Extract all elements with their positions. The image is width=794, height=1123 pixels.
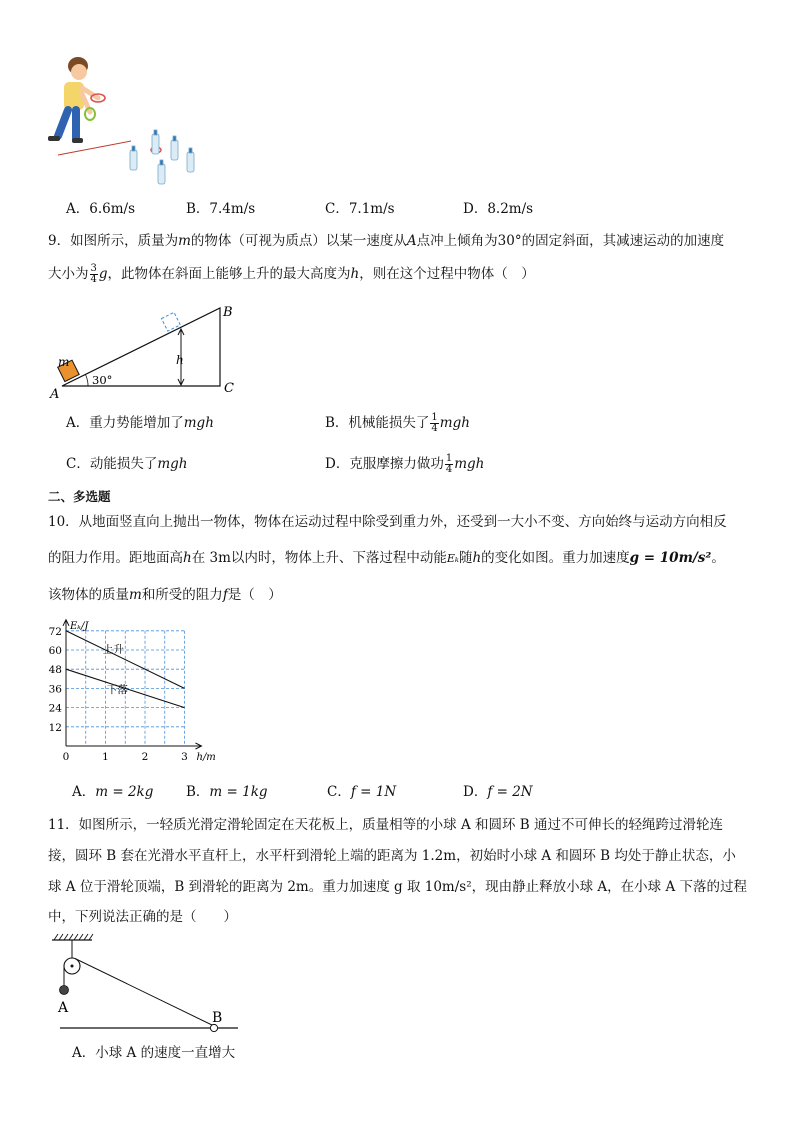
label-C: C (224, 381, 234, 396)
q9-option-d[interactable] (325, 454, 484, 475)
bottle-icon (171, 136, 178, 160)
numerator: 1 (445, 453, 453, 464)
text: D． (463, 784, 488, 800)
x-tick-label: 0 (62, 751, 70, 763)
text: 是（ ） (227, 587, 282, 603)
q10-stem-line-1: 10．从地面竖直向上抛出一物体，物体在运动过程中除受到重力外，还受到一大小不变、方向始终与运动方向相反 (48, 514, 727, 530)
text: 的物体（可视为质点）以某一速度从 (190, 233, 407, 249)
y-tick-label: 72 (48, 625, 62, 638)
q9-stem-line-1 (48, 231, 724, 251)
x-tick-label: 2 (141, 751, 149, 763)
math-value: m = 1kg (209, 784, 268, 800)
text: D．克服摩擦力做功 (325, 456, 444, 472)
math-value: m = 2kg (95, 784, 154, 800)
text: 点冲上倾角为 (416, 233, 498, 249)
text: 随 (458, 550, 473, 566)
y-tick-label: 60 (48, 645, 62, 657)
math-A: A (406, 233, 417, 249)
math-value: f = 2N (487, 784, 533, 800)
text: 9．如图所示，质量为 (48, 233, 179, 249)
angle-30: 30° (497, 233, 522, 249)
ground-line (58, 141, 131, 155)
math-g-value: g = 10m/s² (629, 550, 712, 566)
series-label: 上升 (102, 643, 124, 656)
angle-arc (86, 375, 89, 387)
math-mgh: mgh (183, 415, 214, 431)
ring-toss-figure (46, 52, 206, 192)
incline-triangle (62, 308, 220, 386)
q10-option-a[interactable] (72, 782, 153, 802)
ek-h-chart (40, 612, 230, 772)
numerator: 3 (90, 263, 97, 274)
bottle-icon (187, 148, 194, 172)
math-m: m (178, 233, 191, 249)
fraction-1-4 (445, 454, 453, 475)
y-tick-label: 36 (48, 683, 62, 696)
fraction-1-4 (430, 413, 438, 434)
q9-option-c[interactable] (66, 454, 187, 474)
incline-figure (46, 298, 246, 400)
fraction-3-4 (90, 264, 98, 285)
text: ，则在这个过程中物体（ ） (359, 266, 535, 282)
math-m: m (129, 587, 142, 603)
label-A: A (58, 1000, 69, 1016)
text: ，此物体在斜面上能够上升的最大高度为 (107, 266, 351, 282)
label-h: h (176, 353, 184, 367)
y-tick-label: 24 (48, 702, 62, 715)
rope-to-B (75, 959, 214, 1027)
math-Ek: Eₖ (446, 552, 459, 565)
q11-stem-line-1: 11．如图所示，一轻质光滑定滑轮固定在天花板上，质量相等的小球 A 和圆环 B 通过不可伸长的轻绳跨过滑轮连 (48, 817, 724, 833)
q11-stem-line-4: 中，下列说法正确的是（ ） (48, 909, 237, 925)
q10-stem-line-3 (48, 585, 282, 605)
x-axis-label: h/m (196, 752, 216, 763)
text: 在 3m以内时，物体上升、下落过程中动能 (191, 550, 447, 566)
text: C． (327, 784, 351, 800)
math-mgh: mgh (454, 456, 485, 472)
text: 的阻力作用。距地面高 (48, 550, 183, 566)
label-B: B (223, 305, 233, 320)
series-label: 下落 (106, 684, 128, 697)
pulley-figure (46, 932, 246, 1038)
text: A． (72, 784, 96, 800)
ceiling-hatch (54, 934, 93, 940)
q8-option-a[interactable]: A．6.6m/s (66, 201, 135, 217)
q10-option-b[interactable] (186, 782, 268, 802)
q8-option-b[interactable]: B．7.4m/s (186, 201, 256, 217)
label-m: m (58, 355, 70, 369)
math-h: h (183, 550, 192, 566)
block-top-dashed (161, 312, 180, 331)
y-tick-label: 48 (48, 664, 62, 677)
math-value: f = 1N (350, 784, 397, 800)
q9-option-a[interactable] (66, 413, 214, 433)
q9-stem-line-2 (48, 264, 535, 285)
text: 。 (711, 550, 725, 566)
series-line-rising (66, 631, 185, 689)
label-angle: 30° (92, 373, 113, 387)
text: A．重力势能增加了 (66, 415, 184, 431)
x-tick-label: 1 (102, 751, 109, 763)
denominator: 4 (431, 423, 438, 434)
q11-option-a[interactable]: A．小球 A 的速度一直增大 (72, 1045, 236, 1061)
q10-option-c[interactable] (327, 782, 396, 802)
math-mgh: mgh (439, 415, 470, 431)
text: 的变化如图。重力加速度 (481, 550, 630, 566)
text: C．动能损失了 (66, 456, 158, 472)
bottle-icon (158, 160, 165, 184)
q8-option-d[interactable]: D．8.2m/s (463, 201, 534, 217)
q11-stem-line-3: 球 A 位于滑轮顶端，B 到滑轮的距离为 2m。重力加速度 g 取 10m/s²，现由静止释放小球 A，在小球 A 下落的过程 (48, 879, 747, 895)
text: 的固定斜面，其减速运动的加速度 (521, 233, 725, 249)
numerator: 1 (431, 412, 438, 423)
text: B． (186, 784, 210, 800)
x-tick-label: 3 (181, 751, 188, 763)
label-A: A (50, 387, 60, 400)
label-B: B (212, 1010, 223, 1026)
ball-A (60, 986, 69, 995)
q11-stem-line-2: 接，圆环 B 套在光滑水平直杆上，水平杆到滑轮上端的距离为 1.2m，初始时小球 A 和圆环 B 均处于静止状态，小 (48, 848, 736, 864)
section-title: 二、多选题 (48, 489, 111, 504)
y-axis-label: Eₖ/J (70, 620, 89, 632)
q10-option-d[interactable] (463, 782, 533, 802)
math-h: h (350, 266, 360, 282)
math-f: f (222, 587, 228, 603)
denominator: 4 (445, 464, 453, 475)
q9-option-b[interactable] (325, 413, 470, 434)
text: 大小为 (48, 266, 89, 282)
text: 和所受的阻力 (141, 587, 223, 603)
math-mgh: mgh (157, 456, 188, 472)
math-g: g (98, 266, 108, 282)
boy-icon (48, 57, 98, 143)
q8-option-c[interactable]: C．7.1m/s (325, 201, 395, 217)
y-tick-label: 12 (48, 721, 62, 734)
q10-stem-line-2 (48, 548, 725, 569)
bottle-icon (152, 130, 159, 154)
denominator: 4 (90, 274, 97, 285)
math-h: h (472, 550, 482, 566)
text: B．机械能损失了 (325, 415, 430, 431)
bottle-icon (130, 146, 137, 170)
text: 该物体的质量 (48, 587, 129, 603)
